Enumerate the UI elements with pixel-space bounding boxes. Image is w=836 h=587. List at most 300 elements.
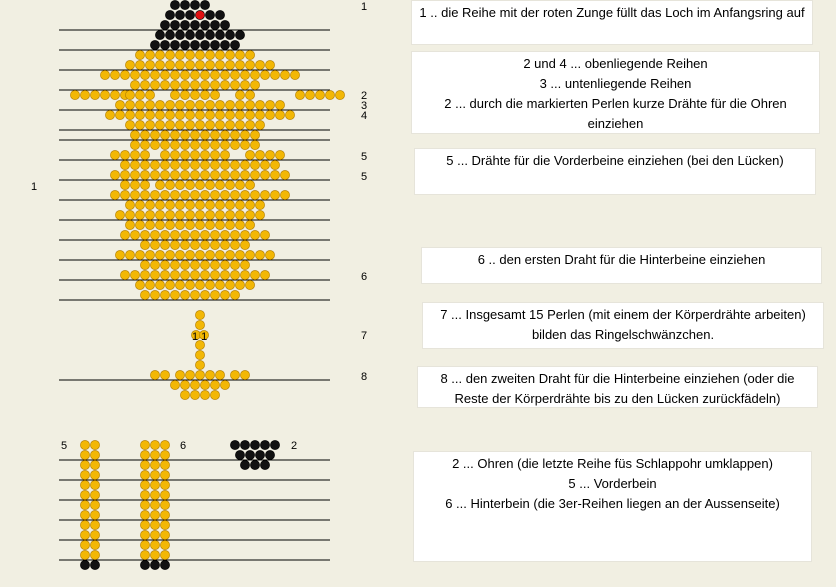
bead-yellow	[165, 100, 174, 109]
bead-yellow	[160, 130, 169, 139]
bead-yellow	[195, 100, 204, 109]
bead-black	[260, 440, 269, 449]
bead-yellow	[175, 180, 184, 189]
bead-yellow	[270, 160, 279, 169]
bead-yellow	[140, 520, 149, 529]
bead-yellow	[175, 110, 184, 119]
bead-yellow	[160, 170, 169, 179]
bead-yellow	[135, 280, 144, 289]
bead-yellow	[225, 100, 234, 109]
bead-yellow	[160, 520, 169, 529]
bead-yellow	[125, 200, 134, 209]
bead-yellow	[165, 280, 174, 289]
bead-yellow	[155, 50, 164, 59]
bead-yellow	[250, 230, 259, 239]
note-text: 2 ... Ohren (die letzte Reihe füs Schlappohr umklappen)	[452, 456, 773, 471]
bead-yellow	[90, 480, 99, 489]
bead-yellow	[175, 250, 184, 259]
bead-yellow	[260, 190, 269, 199]
bead-yellow	[170, 230, 179, 239]
bead-yellow	[200, 380, 209, 389]
bead-yellow	[150, 470, 159, 479]
bead-yellow	[150, 490, 159, 499]
bead-yellow	[160, 140, 169, 149]
bead-yellow	[105, 110, 114, 119]
bead-black	[205, 10, 214, 19]
bead-yellow	[150, 260, 159, 269]
bead-black	[165, 10, 174, 19]
bead-black	[250, 460, 259, 469]
bead-yellow	[160, 370, 169, 379]
bead-yellow	[150, 80, 159, 89]
bead-yellow	[190, 170, 199, 179]
bead-yellow	[225, 50, 234, 59]
bead-yellow	[155, 180, 164, 189]
bead-yellow	[165, 120, 174, 129]
bead-yellow	[240, 80, 249, 89]
bead-yellow	[190, 80, 199, 89]
bead-yellow	[205, 50, 214, 59]
bead-yellow	[200, 170, 209, 179]
bead-yellow	[220, 130, 229, 139]
bead-yellow	[160, 270, 169, 279]
bead-yellow	[205, 200, 214, 209]
bead-yellow	[250, 170, 259, 179]
bead-yellow	[260, 170, 269, 179]
bead-yellow	[195, 350, 204, 359]
bead-yellow	[190, 150, 199, 159]
tail-label: 1 1	[192, 331, 208, 343]
bead-yellow	[250, 70, 259, 79]
bead-yellow	[185, 100, 194, 109]
bead-yellow	[145, 90, 154, 99]
bead-yellow	[150, 510, 159, 519]
bead-yellow	[210, 160, 219, 169]
bead-yellow	[245, 200, 254, 209]
bead-black	[225, 30, 234, 39]
bead-yellow	[120, 230, 129, 239]
bead-yellow	[155, 210, 164, 219]
bead-yellow	[160, 510, 169, 519]
bead-yellow	[280, 70, 289, 79]
bead-yellow	[125, 120, 134, 129]
bead-black	[165, 30, 174, 39]
bead-yellow	[245, 90, 254, 99]
bead-yellow	[190, 260, 199, 269]
note-front-legs	[414, 148, 816, 195]
bead-yellow	[160, 470, 169, 479]
bead-yellow	[80, 540, 89, 549]
bead-yellow	[150, 240, 159, 249]
bead-yellow	[135, 220, 144, 229]
bead-black	[245, 450, 254, 459]
bead-yellow	[80, 490, 89, 499]
bead-yellow	[155, 110, 164, 119]
bead-yellow	[190, 160, 199, 169]
bead-yellow	[275, 110, 284, 119]
bead-black	[240, 460, 249, 469]
bead-yellow	[230, 170, 239, 179]
bead-yellow	[130, 70, 139, 79]
bead-yellow	[230, 160, 239, 169]
bead-yellow	[235, 280, 244, 289]
bead-yellow	[200, 260, 209, 269]
bead-yellow	[225, 220, 234, 229]
bead-yellow	[245, 250, 254, 259]
bead-yellow	[140, 490, 149, 499]
bead-yellow	[215, 60, 224, 69]
bead-yellow	[230, 240, 239, 249]
bead-yellow	[230, 270, 239, 279]
bead-yellow	[160, 500, 169, 509]
bead-yellow	[190, 140, 199, 149]
bead-yellow	[245, 210, 254, 219]
note-text: 6 .. den ersten Draht für die Hinterbeine einziehen	[477, 252, 766, 267]
leg-label-6: 6	[180, 440, 187, 452]
bead-yellow	[180, 70, 189, 79]
bead-yellow	[170, 270, 179, 279]
bead-black	[205, 30, 214, 39]
bead-yellow	[150, 520, 159, 529]
bead-black	[230, 40, 239, 49]
note-text: 5 ... Drähte für die Vorderbeine einziehen (bei den Lücken)	[446, 153, 784, 168]
bead-yellow	[130, 190, 139, 199]
bead-yellow	[220, 170, 229, 179]
bead-yellow	[240, 170, 249, 179]
bead-yellow	[120, 70, 129, 79]
bead-yellow	[175, 50, 184, 59]
bead-black	[220, 40, 229, 49]
bead-yellow	[200, 270, 209, 279]
bead-yellow	[170, 140, 179, 149]
bead-yellow	[305, 90, 314, 99]
bead-yellow	[140, 270, 149, 279]
bead-yellow	[250, 140, 259, 149]
bead-yellow	[215, 280, 224, 289]
bead-yellow	[150, 550, 159, 559]
row-number-5a: 5	[361, 151, 368, 163]
note-tail	[422, 302, 824, 349]
bead-yellow	[230, 290, 239, 299]
bead-yellow	[135, 210, 144, 219]
bead-yellow	[215, 50, 224, 59]
bead-yellow	[205, 210, 214, 219]
bead-black	[265, 450, 274, 459]
bead-yellow	[240, 190, 249, 199]
bead-yellow	[225, 120, 234, 129]
bead-yellow	[240, 140, 249, 149]
bead-yellow	[130, 160, 139, 169]
bead-yellow	[195, 180, 204, 189]
bead-yellow	[190, 380, 199, 389]
bead-yellow	[265, 150, 274, 159]
bead-yellow	[185, 200, 194, 209]
bead-black	[150, 560, 159, 569]
bead-yellow	[235, 110, 244, 119]
bead-yellow	[265, 60, 274, 69]
bead-yellow	[210, 260, 219, 269]
bead-yellow	[135, 90, 144, 99]
bead-yellow	[235, 120, 244, 129]
row-number-2: 2	[361, 90, 368, 102]
bead-yellow	[70, 90, 79, 99]
bead-black	[240, 440, 249, 449]
bead-yellow	[140, 500, 149, 509]
bead-yellow	[325, 90, 334, 99]
bead-yellow	[160, 490, 169, 499]
bead-yellow	[225, 180, 234, 189]
bead-yellow	[270, 70, 279, 79]
bead-yellow	[160, 80, 169, 89]
bead-yellow	[210, 80, 219, 89]
bead-yellow	[140, 550, 149, 559]
bead-yellow	[185, 50, 194, 59]
note-text: 7 ... Insgesamt 15 Perlen (mit einem der Körperdrähte arbeiten)	[440, 307, 806, 322]
bead-yellow	[190, 270, 199, 279]
row-number-7: 7	[361, 330, 368, 342]
bead-yellow	[160, 230, 169, 239]
bead-yellow	[130, 150, 139, 159]
bead-yellow	[205, 180, 214, 189]
bead-yellow	[150, 160, 159, 169]
bead-yellow	[240, 70, 249, 79]
bead-yellow	[210, 70, 219, 79]
bead-yellow	[150, 500, 159, 509]
bead-yellow	[165, 210, 174, 219]
bead-yellow	[230, 130, 239, 139]
bead-yellow	[220, 240, 229, 249]
bead-yellow	[210, 150, 219, 159]
bead-yellow	[200, 130, 209, 139]
bead-yellow	[110, 150, 119, 159]
bead-yellow	[125, 220, 134, 229]
bead-yellow	[225, 210, 234, 219]
bead-black	[160, 20, 169, 29]
bead-yellow	[120, 270, 129, 279]
bead-yellow	[245, 50, 254, 59]
bead-yellow	[140, 230, 149, 239]
bead-yellow	[190, 130, 199, 139]
bead-yellow	[240, 130, 249, 139]
bead-black	[250, 440, 259, 449]
bead-yellow	[290, 70, 299, 79]
row-number-4: 4	[361, 110, 368, 122]
bead-yellow	[120, 180, 129, 189]
bead-yellow	[220, 140, 229, 149]
bead-yellow	[130, 180, 139, 189]
note-text: 5 ... Vorderbein	[568, 476, 657, 491]
bead-yellow	[80, 440, 89, 449]
bead-yellow	[150, 190, 159, 199]
bead-yellow	[215, 200, 224, 209]
bead-yellow	[170, 190, 179, 199]
bead-yellow	[260, 270, 269, 279]
bead-yellow	[260, 70, 269, 79]
bead-yellow	[140, 530, 149, 539]
bead-yellow	[160, 440, 169, 449]
bead-yellow	[150, 450, 159, 459]
bead-yellow	[185, 250, 194, 259]
bead-yellow	[210, 380, 219, 389]
bead-yellow	[225, 110, 234, 119]
row-number-6: 6	[361, 271, 368, 283]
bead-yellow	[265, 110, 274, 119]
bead-yellow	[220, 260, 229, 269]
bead-yellow	[210, 390, 219, 399]
bead-yellow	[125, 210, 134, 219]
row-number-8: 8	[361, 371, 368, 383]
bead-yellow	[295, 90, 304, 99]
bead-yellow	[220, 190, 229, 199]
bead-yellow	[120, 170, 129, 179]
bead-yellow	[150, 460, 159, 469]
bead-black	[255, 450, 264, 459]
bead-yellow	[225, 60, 234, 69]
bead-yellow	[80, 550, 89, 559]
bead-yellow	[175, 60, 184, 69]
bead-yellow	[280, 170, 289, 179]
bead-yellow	[215, 120, 224, 129]
bead-yellow	[150, 480, 159, 489]
bead-yellow	[195, 220, 204, 229]
bead-black	[170, 0, 179, 9]
bead-yellow	[160, 260, 169, 269]
bead-yellow	[170, 90, 179, 99]
bead-yellow	[205, 60, 214, 69]
row-number-3: 3	[361, 100, 368, 112]
bead-yellow	[205, 120, 214, 129]
bead-yellow	[265, 100, 274, 109]
bead-black	[220, 20, 229, 29]
bead-yellow	[220, 70, 229, 79]
bead-yellow	[235, 60, 244, 69]
bead-yellow	[175, 210, 184, 219]
bead-yellow	[205, 100, 214, 109]
bead-yellow	[195, 320, 204, 329]
bead-black	[180, 0, 189, 9]
bead-yellow	[210, 240, 219, 249]
bead-yellow	[185, 60, 194, 69]
bead-yellow	[110, 90, 119, 99]
bead-black	[175, 30, 184, 39]
bead-black	[170, 20, 179, 29]
bead-yellow	[215, 110, 224, 119]
bead-black	[185, 30, 194, 39]
bead-yellow	[255, 110, 264, 119]
bead-yellow	[190, 70, 199, 79]
bead-yellow	[180, 390, 189, 399]
bead-black	[155, 30, 164, 39]
leg-label-5: 5	[61, 440, 68, 452]
bead-yellow	[170, 240, 179, 249]
bead-yellow	[215, 370, 224, 379]
bead-yellow	[190, 190, 199, 199]
bead-yellow	[90, 550, 99, 559]
bead-yellow	[245, 120, 254, 129]
bead-yellow	[160, 480, 169, 489]
note-text: 8 ... den zweiten Draht für die Hinterbeine einziehen (oder die	[440, 371, 795, 386]
bead-yellow	[130, 80, 139, 89]
note-text: einziehen	[587, 116, 644, 131]
bead-yellow	[250, 80, 259, 89]
bead-yellow	[215, 250, 224, 259]
bead-yellow	[230, 80, 239, 89]
bead-yellow	[235, 210, 244, 219]
bead-yellow	[180, 260, 189, 269]
bead-yellow	[180, 190, 189, 199]
bead-yellow	[160, 70, 169, 79]
bead-black	[235, 450, 244, 459]
note-text: bilden das Ringelschwänzchen.	[531, 327, 715, 342]
bead-yellow	[80, 460, 89, 469]
bead-yellow	[270, 170, 279, 179]
bead-black	[150, 40, 159, 49]
bead-yellow	[155, 60, 164, 69]
bead-yellow	[145, 280, 154, 289]
row-number-left-1: 1	[31, 181, 38, 193]
note-hind-legs-first	[421, 247, 822, 284]
bead-yellow	[140, 260, 149, 269]
bead-yellow	[190, 290, 199, 299]
bead-yellow	[165, 50, 174, 59]
bead-yellow	[215, 210, 224, 219]
bead-yellow	[190, 230, 199, 239]
note-text: Reste der Körperdrähte bis zu den Lücken zurückfädeln)	[454, 391, 781, 406]
bead-yellow	[125, 60, 134, 69]
bead-yellow	[210, 130, 219, 139]
bead-yellow	[185, 280, 194, 289]
bead-black	[140, 560, 149, 569]
bead-grid	[70, 0, 344, 569]
bead-yellow	[210, 290, 219, 299]
bead-black	[195, 30, 204, 39]
bead-yellow	[140, 150, 149, 159]
bead-yellow	[200, 140, 209, 149]
bead-yellow	[150, 70, 159, 79]
bead-yellow	[180, 230, 189, 239]
bead-yellow	[140, 80, 149, 89]
bead-yellow	[200, 390, 209, 399]
bead-black	[180, 20, 189, 29]
bead-yellow	[120, 190, 129, 199]
bead-yellow	[245, 150, 254, 159]
bead-yellow	[90, 460, 99, 469]
bead-yellow	[215, 100, 224, 109]
bead-yellow	[90, 500, 99, 509]
bead-yellow	[80, 510, 89, 519]
bead-yellow	[145, 220, 154, 229]
bead-yellow	[170, 260, 179, 269]
bead-yellow	[315, 90, 324, 99]
bead-yellow	[200, 90, 209, 99]
bead-yellow	[160, 540, 169, 549]
bead-yellow	[140, 180, 149, 189]
bead-yellow	[135, 250, 144, 259]
bead-yellow	[125, 110, 134, 119]
bead-yellow	[145, 200, 154, 209]
bead-black	[80, 560, 89, 569]
bead-yellow	[180, 380, 189, 389]
bead-yellow	[230, 260, 239, 269]
bead-black	[215, 30, 224, 39]
bead-yellow	[90, 530, 99, 539]
note-text: 1 .. die Reihe mit der roten Zunge füllt das Loch im Anfangsring auf	[419, 5, 805, 20]
bead-yellow	[115, 250, 124, 259]
bead-yellow	[195, 370, 204, 379]
note-text: 2 ... durch die markierten Perlen kurze Drähte für die Ohren	[444, 96, 787, 111]
bead-yellow	[170, 170, 179, 179]
bead-yellow	[275, 150, 284, 159]
